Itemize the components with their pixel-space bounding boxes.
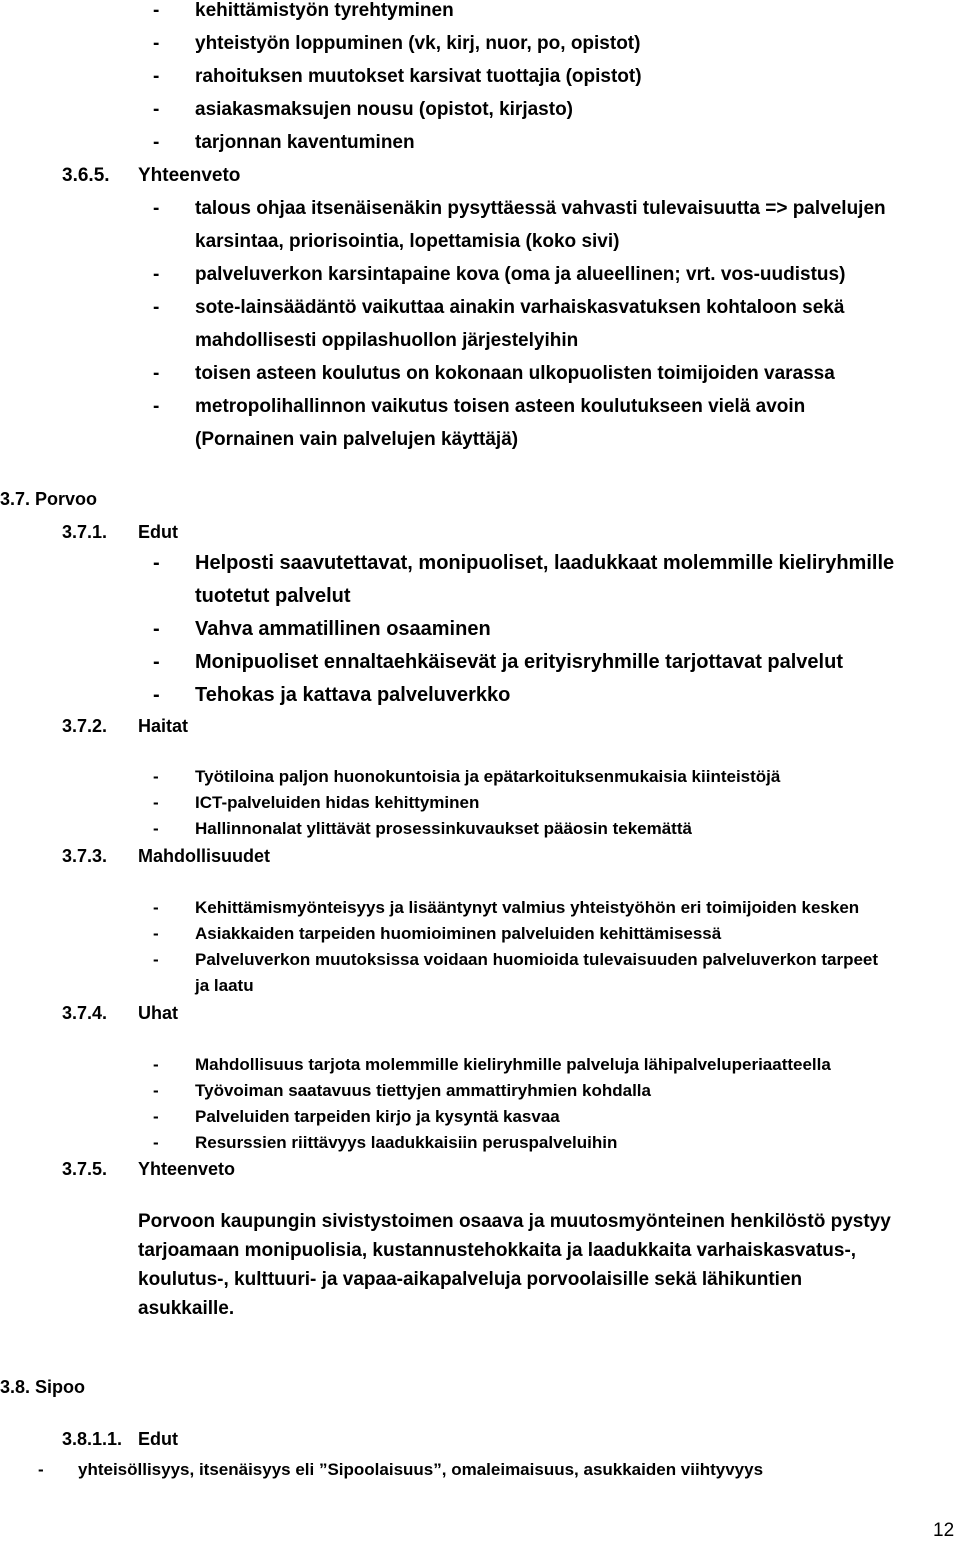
bullet-dash: - <box>153 950 159 969</box>
bullet-dash: - <box>153 767 159 786</box>
section-title: Uhat <box>138 1003 178 1023</box>
list-item: Helposti saavutettavat, monipuoliset, laadukkaat molemmille kieliryhmille <box>195 552 895 574</box>
bullet-dash: - <box>153 0 160 21</box>
bullet-dash: - <box>153 924 159 943</box>
summary-line: Porvoon kaupungin sivistystoimen osaava ja muutosmyönteinen henkilöstö pystyy <box>138 1211 891 1232</box>
list-item: Työvoiman saatavuus tiettyjen ammattiryhmien kohdalla <box>195 1081 651 1100</box>
list-item-continuation: tuotetut palvelut <box>195 585 351 607</box>
list-item: yhteisöllisyys, itsenäisyys eli ”Sipoolaisuus”, omaleimaisuus, asukkaiden viihtyvyys <box>78 1460 764 1479</box>
list-item: Työtiloina paljon huonokuntoisia ja epätarkoituksenmukaisia kiinteistöjä <box>195 767 781 786</box>
list-item: toisen asteen koulutus on kokonaan ulkopuolisten toimijoiden varassa <box>195 363 835 384</box>
bullet-dash: - <box>153 66 160 87</box>
list-item: asiakasmaksujen nousu (opistot, kirjasto) <box>195 99 573 120</box>
section-number: 3.7.4. <box>62 1003 108 1023</box>
section-title: Yhteenveto <box>138 165 241 186</box>
list-item: Palveluiden tarpeiden kirjo ja kysyntä kasvaa <box>195 1107 560 1126</box>
summary-line: tarjoamaan monipuolisia, kustannustehokkaita ja laadukkaita varhaiskasvatus-, <box>138 1240 857 1261</box>
section-number: 3.6.5. <box>62 165 110 186</box>
bullet-dash: - <box>153 898 159 917</box>
list-item: tarjonnan kaventuminen <box>195 132 415 153</box>
heading-porvoo: 3.7. Porvoo <box>0 489 98 509</box>
section-number: 3.7.2. <box>62 716 108 736</box>
section-title: Mahdollisuudet <box>138 846 270 866</box>
page-number: 12 <box>933 1520 955 1541</box>
list-item: Asiakkaiden tarpeiden huomioiminen palveluiden kehittämisessä <box>195 924 722 943</box>
list-item: kehittämistyön tyrehtyminen <box>195 0 454 21</box>
section-number: 3.7.5. <box>62 1159 108 1179</box>
bullet-dash: - <box>153 264 160 285</box>
section-title: Edut <box>138 522 178 542</box>
summary-line: koulutus-, kulttuuri- ja vapaa-aikapalveluja porvoolaisille sekä lähikuntien <box>138 1269 803 1290</box>
list-item-continuation: mahdollisesti oppilashuollon järjestelyihin <box>195 330 579 351</box>
list-item: Palveluverkon muutoksissa voidaan huomioida tulevaisuuden palveluverkon tarpeet <box>195 950 879 969</box>
bullet-dash: - <box>153 33 160 54</box>
bullet-dash: - <box>153 1133 159 1152</box>
summary-line: asukkaille. <box>138 1298 235 1319</box>
bullet-dash: - <box>153 132 160 153</box>
list-item: Monipuoliset ennaltaehkäisevät ja erityisryhmille tarjottavat palvelut <box>195 651 843 673</box>
bullet-dash: - <box>153 793 159 812</box>
section-number: 3.8.1.1. <box>62 1429 123 1449</box>
list-item-continuation: ja laatu <box>195 976 254 995</box>
list-item: palveluverkon karsintapaine kova (oma ja alueellinen; vrt. vos-uudistus) <box>195 264 846 285</box>
list-item-continuation: karsintaa, priorisointia, lopettamisia (koko sivi) <box>195 231 620 252</box>
bullet-dash: - <box>38 1460 44 1479</box>
section-title: Haitat <box>138 716 189 736</box>
list-item: Vahva ammatillinen osaaminen <box>195 618 491 640</box>
list-item: metropolihallinnon vaikutus toisen asteen koulutukseen vielä avoin <box>195 396 806 417</box>
bullet-dash: - <box>153 651 160 673</box>
list-item: Hallinnonalat ylittävät prosessinkuvaukset pääosin tekemättä <box>195 819 692 838</box>
section-number: 3.7.1. <box>62 522 108 542</box>
heading-sipoo: 3.8. Sipoo <box>0 1377 86 1397</box>
list-item: Kehittämismyönteisyys ja lisääntynyt valmius yhteistyöhön eri toimijoiden kesken <box>195 898 860 917</box>
bullet-dash: - <box>153 819 159 838</box>
section-title: Yhteenveto <box>138 1159 236 1179</box>
list-item: yhteistyön loppuminen (vk, kirj, nuor, po, opistot) <box>195 33 641 54</box>
section-title: Edut <box>138 1429 178 1449</box>
bullet-dash: - <box>153 363 160 384</box>
section-number: 3.7.3. <box>62 846 108 866</box>
list-item: sote-lainsäädäntö vaikuttaa ainakin varhaiskasvatuksen kohtaloon sekä <box>195 297 845 318</box>
list-item: ICT-palveluiden hidas kehittyminen <box>195 793 480 812</box>
bullet-dash: - <box>153 198 160 219</box>
bullet-dash: - <box>153 1107 159 1126</box>
list-item: talous ohjaa itsenäisenäkin pysyttäessä vahvasti tulevaisuutta => palvelujen <box>195 198 886 219</box>
bullet-dash: - <box>153 1081 159 1100</box>
bullet-dash: - <box>153 396 160 417</box>
list-item: Resurssien riittävyys laadukkaisiin peruspalveluihin <box>195 1133 618 1152</box>
bullet-dash: - <box>153 1055 159 1074</box>
bullet-dash: - <box>153 684 160 706</box>
bullet-dash: - <box>153 618 160 640</box>
list-item-continuation: (Pornainen vain palvelujen käyttäjä) <box>195 429 519 450</box>
list-item: Mahdollisuus tarjota molemmille kieliryhmille palveluja lähipalveluperiaatteella <box>195 1055 831 1074</box>
list-item: Tehokas ja kattava palveluverkko <box>195 684 511 706</box>
bullet-dash: - <box>153 297 160 318</box>
list-item: rahoituksen muutokset karsivat tuottajia (opistot) <box>195 66 642 87</box>
bullet-dash: - <box>153 552 160 574</box>
bullet-dash: - <box>153 99 160 120</box>
